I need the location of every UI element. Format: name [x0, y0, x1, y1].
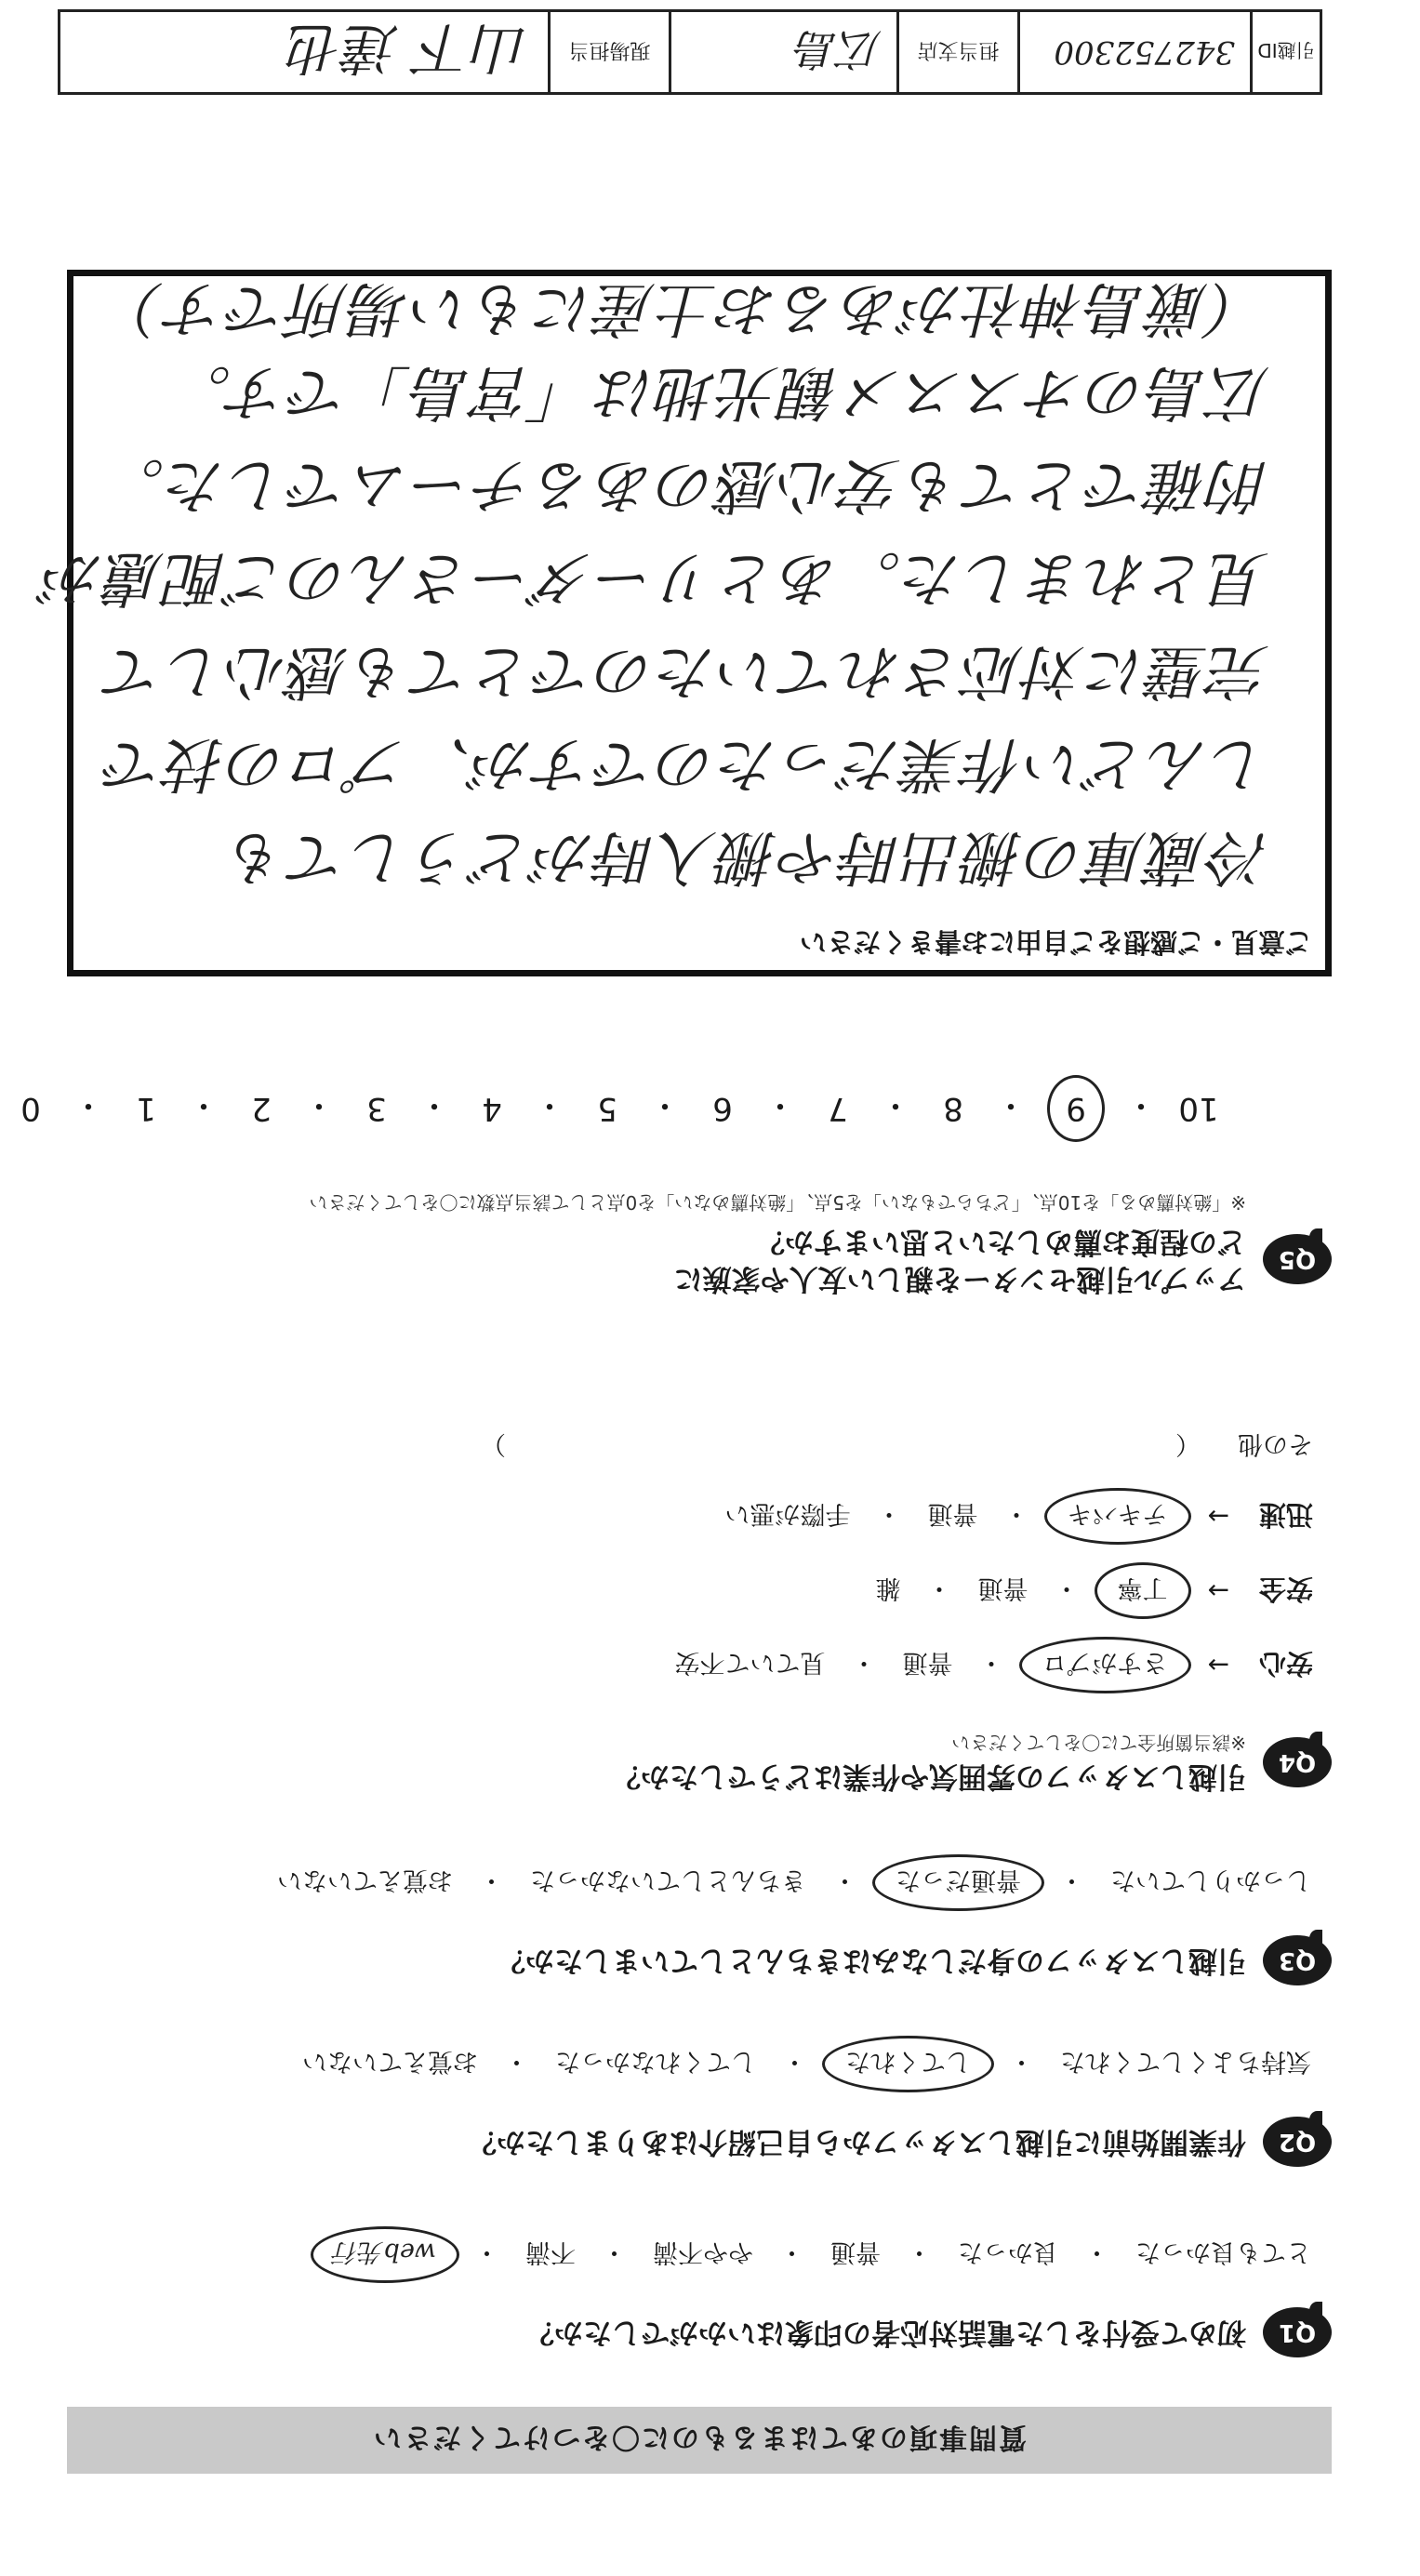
scale-value[interactable]: 3	[366, 1090, 387, 1127]
q4-option[interactable]: 普通	[977, 1573, 1029, 1603]
q4-category: 安心	[1258, 1648, 1313, 1680]
q4-row-jinsoku: 迅速 → テキパキ ・ 普通 ・ 手際が悪い	[481, 1480, 1313, 1554]
comment-line: 冷蔵庫の搬出時や搬入時がどうしても	[226, 822, 1269, 891]
q4-badge: Q4	[1263, 1738, 1332, 1788]
instruction-banner	[67, 2407, 1332, 2474]
q4-option[interactable]: 見ていて不安	[674, 1648, 826, 1678]
branch-label: 担当支店	[917, 38, 1000, 62]
arrow-right-icon: →	[1207, 1650, 1229, 1681]
arrow-right-icon: →	[1207, 1575, 1229, 1607]
q4-option[interactable]: 手際が悪い	[724, 1499, 851, 1529]
q3-option[interactable]: きちんとしていなかった	[530, 1866, 806, 1894]
q4-option-selected[interactable]: 丁寧	[1095, 1563, 1191, 1620]
comment-line: 的確でとても安心感のあるチームでした。	[103, 450, 1269, 519]
q1-text: 初めて受付をした電話対応者の印象はいかがでしたか？	[525, 2316, 1246, 2349]
q4-category: 迅速	[1258, 1499, 1313, 1532]
scale-value[interactable]: 10	[1178, 1090, 1219, 1127]
q4-rows	[481, 1414, 1313, 1703]
q4-option-selected[interactable]: さすがプロ	[1019, 1638, 1191, 1694]
comment-line: 見とれました。あとリーダーさんのご配慮が	[42, 543, 1269, 612]
q1-option-selected[interactable]: web先行	[311, 2226, 459, 2283]
footer-id-row	[58, 9, 1322, 95]
leader-label-cell	[548, 12, 669, 92]
q2-option[interactable]: してくれなかった	[555, 2047, 756, 2076]
q3-text: 引越しスタッフの身だしなみはきちんとしていましたか？	[497, 1944, 1246, 1977]
question-3	[266, 1854, 1332, 1985]
q1-option[interactable]: とても良かった	[1135, 2237, 1311, 2266]
q3-options: しっかりしていた ・ 普通だった ・ きちんとしていなかった ・ お覚えていない	[266, 1854, 1322, 1911]
q4-note: ※該当箇所全てに〇をしてください	[951, 1732, 1246, 1754]
q3-option[interactable]: お覚えていない	[277, 1866, 453, 1894]
scale-value[interactable]: 5	[597, 1090, 617, 1127]
q5-scale: 10 ・ 9 ・ 8 ・ 7 ・ 6 ・ 5 ・ 4 ・ 3 ・ 2 ・ 1 ・ 0	[9, 1075, 1220, 1142]
arrow-right-icon: →	[1207, 1501, 1229, 1533]
id-label-cell	[1250, 12, 1320, 92]
q4-row-anzen: 安全 → 丁寧 ・ 普通 ・ 雑	[481, 1554, 1313, 1628]
id-label: 引越ID	[1257, 39, 1315, 62]
scale-value[interactable]: 7	[828, 1090, 848, 1127]
q1-option[interactable]: 不満	[525, 2237, 576, 2266]
q4-other-paren-close: ）	[481, 1429, 506, 1459]
q4-other	[481, 1414, 1313, 1480]
comment-line: （厳島神社があるお土産にもい場所です）	[103, 273, 1269, 342]
q4-option[interactable]: 普通	[927, 1499, 978, 1529]
id-value: 342752300	[1054, 33, 1235, 71]
comment-line: 完璧に対応されていたのでとても感心して	[103, 636, 1269, 705]
scale-value[interactable]: 4	[482, 1090, 502, 1127]
scale-value-selected[interactable]: 9	[1047, 1075, 1105, 1142]
scale-value[interactable]: 0	[20, 1090, 41, 1127]
q4-option[interactable]: 雑	[875, 1573, 901, 1603]
q4-row-anshin: 安心 → さすがプロ ・ 普通 ・ 見ていて不安	[481, 1628, 1313, 1703]
scale-value[interactable]: 6	[712, 1090, 733, 1127]
comment-line: しんどい作業だったのですが、プロの技で	[103, 729, 1269, 798]
q3-option-selected[interactable]: 普通だった	[872, 1854, 1044, 1911]
q5-text-line1: アップル引越センターを親しい友人や家族に	[673, 1262, 1246, 1295]
q2-option[interactable]: 気持ちよくしてくれた	[1060, 2047, 1311, 2076]
branch-value: 広島	[796, 24, 882, 74]
q4-other-label: その他	[1238, 1429, 1313, 1459]
leader-label: 現場担当	[568, 38, 651, 62]
leader-value-cell	[60, 12, 548, 92]
q4-option-selected[interactable]: テキパキ	[1044, 1489, 1191, 1546]
question-1	[311, 2226, 1332, 2357]
comment-line: 広島のオススメ観光地は「宮島」です。	[169, 357, 1269, 426]
q4-category: 安全	[1258, 1573, 1313, 1606]
q4-option[interactable]: 普通	[902, 1648, 953, 1678]
branch-label-cell	[896, 12, 1017, 92]
banner-text: 質問事項のあてはまるものに〇をつけてください	[372, 2421, 1027, 2453]
q3-option[interactable]: しっかりしていた	[1110, 1866, 1311, 1894]
question-4	[481, 1414, 1332, 1795]
q2-option-selected[interactable]: してくれた	[822, 2036, 994, 2092]
q2-option[interactable]: お覚えていない	[302, 2047, 478, 2076]
comment-box[interactable]	[42, 270, 1332, 976]
q1-badge: Q1	[1263, 2307, 1332, 2357]
scale-value[interactable]: 2	[251, 1090, 272, 1127]
q5-note: ※「絶対薦める」を10点、「どちらでもない」を5点、「絶対薦めない」を0点として該当点数に〇をしてください	[309, 1191, 1246, 1214]
leader-value: 山下 達也	[287, 15, 529, 80]
q4-other-paren-open: （	[1175, 1429, 1201, 1459]
branch-value-cell	[669, 12, 896, 92]
q2-badge: Q2	[1263, 2117, 1332, 2167]
q1-options: とても良かった ・ 良かった ・ 普通 ・ やや不満 ・ 不満 ・ web先行	[311, 2226, 1322, 2283]
q2-options: 気持ちよくしてくれた ・ してくれた ・ してくれなかった ・ お覚えていない	[291, 2036, 1322, 2092]
scale-value[interactable]: 8	[943, 1090, 963, 1127]
question-5	[9, 1075, 1332, 1297]
q3-badge: Q3	[1263, 1935, 1332, 1985]
scale-value[interactable]: 1	[136, 1090, 156, 1127]
q4-text: 引越しスタッフの雰囲気や作業はどうでしたか？	[612, 1759, 1246, 1793]
q5-badge: Q5	[1263, 1234, 1332, 1284]
q5-text-line2: どの程度お薦めしたいと思いますか？	[756, 1225, 1246, 1258]
id-value-cell	[1017, 12, 1250, 92]
q1-option[interactable]: 普通	[830, 2237, 881, 2266]
q2-text: 作業開始前に引越しスタッフから自己紹介はありましたか？	[468, 2125, 1246, 2158]
q1-option[interactable]: やや不満	[653, 2237, 753, 2266]
q1-option[interactable]: 良かった	[958, 2237, 1058, 2266]
question-2	[291, 2036, 1332, 2167]
comment-title: ご意見・ご感想をご自由にお書きください	[799, 926, 1312, 958]
